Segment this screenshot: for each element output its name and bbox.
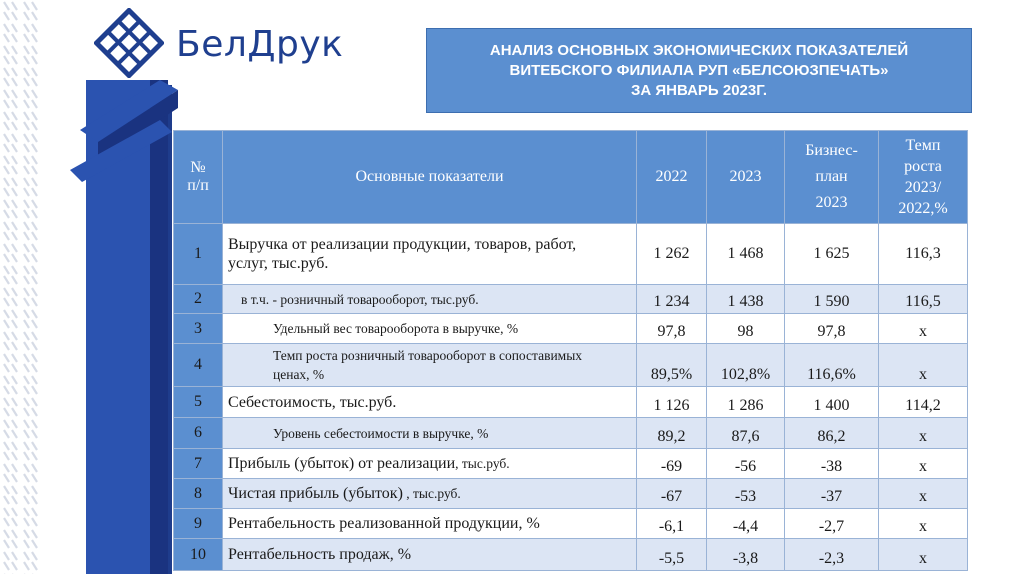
row-number: 3: [174, 314, 223, 344]
title-line-1: АНАЛИЗ ОСНОВНЫХ ЭКОНОМИЧЕСКИХ ПОКАЗАТЕЛЕЙ: [489, 41, 909, 59]
value-2022: -6,1: [637, 509, 707, 539]
brand-name: БелДрук: [176, 24, 344, 65]
table-row: [174, 479, 968, 509]
table-row: [174, 314, 968, 344]
value-plan: -38: [785, 449, 879, 479]
header-num-line1: №: [190, 159, 206, 176]
value-2022: -5,5: [637, 539, 707, 571]
value-plan: 1 400: [785, 387, 879, 418]
header-growth-line4: 2022,%: [898, 200, 948, 217]
table-row: [174, 449, 968, 479]
header-num: [174, 131, 223, 224]
row-number: 5: [174, 387, 223, 418]
value-plan: 97,8: [785, 314, 879, 344]
value-2023: 87,6: [707, 418, 785, 449]
row-indicator-line1: Выручка от реализации продукции, товаров, работ,: [228, 236, 577, 253]
row-indicator-unit: , тыс.руб.: [402, 486, 461, 501]
value-growth: 116,5: [879, 285, 968, 314]
value-2023: 1 286: [707, 387, 785, 418]
row-number: 10: [174, 539, 223, 571]
header-growth-line1: Темп: [905, 137, 941, 154]
report-title: [426, 28, 972, 113]
table-row: [174, 387, 968, 418]
row-number: 8: [174, 479, 223, 509]
table-row: [174, 344, 968, 387]
row-indicator-main: Прибыль (убыток) от реализации: [228, 455, 456, 472]
row-indicator-main: Чистая прибыль (убыток): [228, 485, 403, 502]
row-indicator: в т.ч. - розничный товарооборот, тыс.руб.: [223, 285, 637, 314]
value-2022: 1 126: [637, 387, 707, 418]
row-number: 1: [174, 224, 223, 285]
value-growth: 114,2: [879, 387, 968, 418]
value-2023: 1 468: [707, 224, 785, 285]
value-plan: 1 625: [785, 224, 879, 285]
row-indicator: Удельный вес товарооборота в выручке, %: [223, 314, 637, 344]
row-indicator: Рентабельность реализованной продукции, %: [223, 509, 637, 539]
value-growth: х: [879, 479, 968, 509]
table-row: [174, 539, 968, 571]
header-2023: 2023: [707, 131, 785, 224]
row-indicator: Себестоимость, тыс.руб.: [223, 387, 637, 418]
value-growth: х: [879, 509, 968, 539]
value-2023: 102,8%: [707, 344, 785, 387]
value-2022: 89,5%: [637, 344, 707, 387]
value-2022: 1 234: [637, 285, 707, 314]
row-indicator: Уровень себестоимости в выручке, %: [223, 418, 637, 449]
row-number: 7: [174, 449, 223, 479]
value-2022: 1 262: [637, 224, 707, 285]
table-row: [174, 509, 968, 539]
value-2022: 89,2: [637, 418, 707, 449]
value-2022: -67: [637, 479, 707, 509]
value-2022: -69: [637, 449, 707, 479]
row-indicator-unit: , тыс.руб.: [455, 456, 510, 471]
value-growth: х: [879, 314, 968, 344]
value-2023: -53: [707, 479, 785, 509]
value-growth: 116,3: [879, 224, 968, 285]
value-plan: -2,7: [785, 509, 879, 539]
value-2023: 1 438: [707, 285, 785, 314]
header-growth-rate: [879, 131, 968, 224]
value-2023: -3,8: [707, 539, 785, 571]
row-number: 4: [174, 344, 223, 387]
row-indicator: [223, 449, 637, 479]
header-plan-line3: 2023: [815, 194, 848, 211]
table-row: [174, 418, 968, 449]
value-plan: -2,3: [785, 539, 879, 571]
row-indicator-line1: Темп роста розничный товарооборот в сопоставимых: [273, 348, 583, 363]
value-2022: 97,8: [637, 314, 707, 344]
row-indicator: [223, 344, 637, 387]
header-indicator: Основные показатели: [223, 131, 637, 224]
row-indicator-line2: услуг, тыс.руб.: [228, 255, 329, 272]
value-growth: х: [879, 449, 968, 479]
header-2022: 2022: [637, 131, 707, 224]
value-plan: 86,2: [785, 418, 879, 449]
table-header-row: [174, 131, 968, 224]
value-growth: х: [879, 344, 968, 387]
header-business-plan: [785, 131, 879, 224]
header-plan-line1: Бизнес-: [805, 142, 858, 159]
indicators-table: [173, 130, 968, 571]
value-2023: -56: [707, 449, 785, 479]
row-indicator: [223, 479, 637, 509]
row-number: 9: [174, 509, 223, 539]
header-growth-line2: роста: [904, 158, 942, 175]
row-number: 2: [174, 285, 223, 314]
header-plan-line2: план: [815, 168, 848, 185]
row-number: 6: [174, 418, 223, 449]
belpress-logo-icon: [94, 8, 164, 78]
value-2023: -4,4: [707, 509, 785, 539]
value-2023: 98: [707, 314, 785, 344]
value-growth: х: [879, 539, 968, 571]
value-plan: -37: [785, 479, 879, 509]
title-line-3: ЗА ЯНВАРЬ 2023Г.: [630, 81, 768, 99]
row-indicator: [223, 224, 637, 285]
title-line-2: ВИТЕБСКОГО ФИЛИАЛА РУП «БЕЛСОЮЗПЕЧАТЬ»: [509, 61, 889, 79]
table-row: [174, 224, 968, 285]
table-row: [174, 285, 968, 314]
header-growth-line3: 2023/: [904, 179, 942, 196]
decorative-pattern: [0, 0, 40, 574]
value-growth: х: [879, 418, 968, 449]
header-num-line2: п/п: [187, 177, 209, 194]
value-plan: 116,6%: [785, 344, 879, 387]
value-plan: 1 590: [785, 285, 879, 314]
row-indicator-line2: ценах, %: [273, 367, 325, 382]
row-indicator: Рентабельность продаж, %: [223, 539, 637, 571]
